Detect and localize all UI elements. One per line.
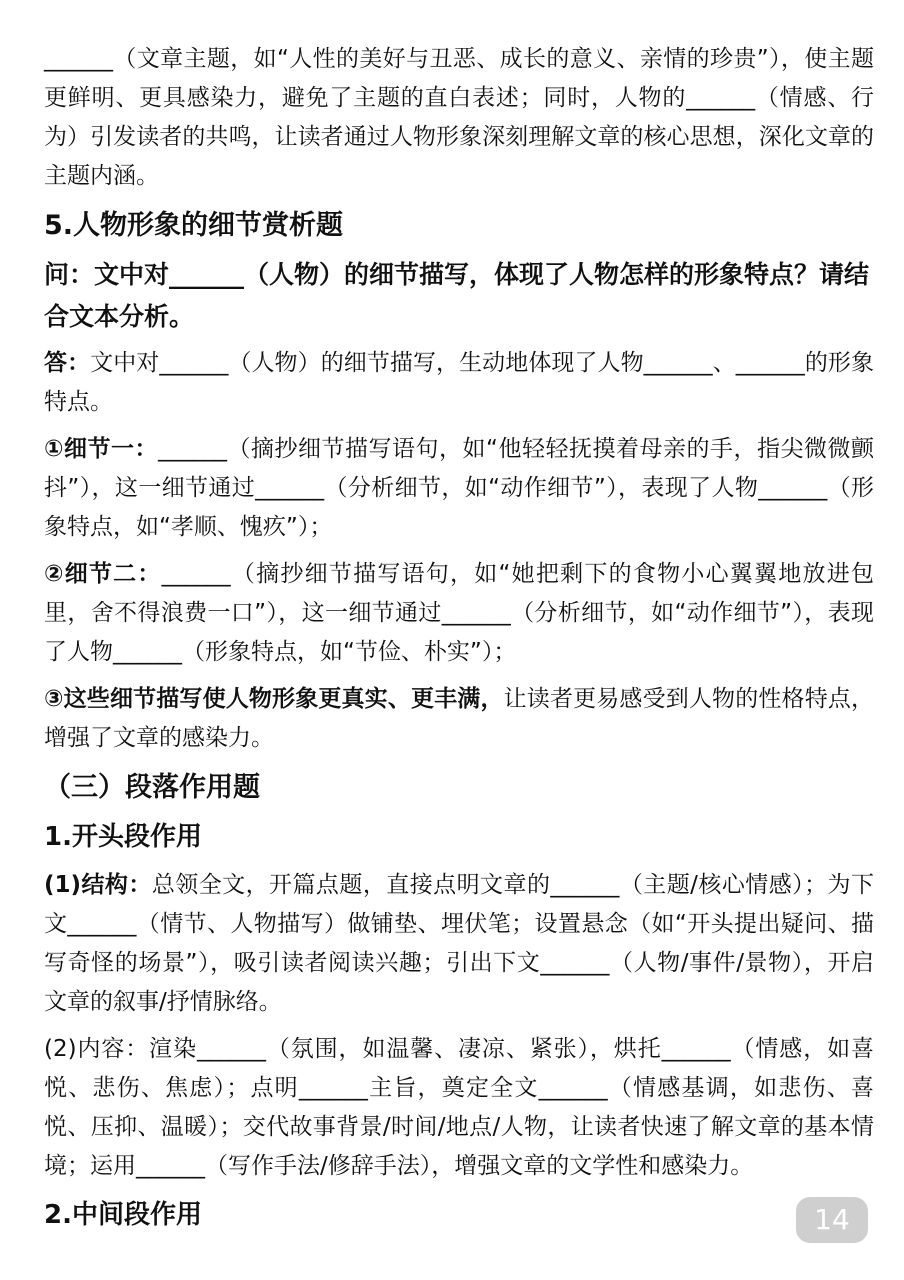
detail-one-paragraph xyxy=(44,430,874,547)
heading-detail-analysis: 5.人物形象的细节赏析题 xyxy=(44,210,344,241)
page-number-badge: 14 xyxy=(796,1197,868,1243)
detail-two-paragraph xyxy=(44,555,874,672)
heading-middle-paragraph: 2.中间段作用 xyxy=(44,1200,202,1230)
structure-text: 总领全文，开篇点题，直接点明文章的______（主题/核心情感）；为下文______（情节、人物描写）做铺垫、埋伏笔；设置悬念（如“开头提出疑问、描写奇怪的场景”），吸引读者阅读兴趣；引出下文______（人物/事件/景物），开启文章的叙事/抒情脉络。 xyxy=(44,872,874,1015)
heading-opening-paragraph: 1.开头段作用 xyxy=(44,822,202,852)
answer-label: 答： xyxy=(44,350,91,376)
detail-one-text: ______（摘抄细节描写语句，如“他轻轻抚摸着母亲的手，指尖微微颤抖”），这一细节通过______（分析细节，如“动作细节”），表现了人物______（形象特点，如“孝顺、愧疚”）； xyxy=(44,436,874,540)
answer-text: 文中对______（人物）的细节描写，生动地体现了人物______、______的形象特点。 xyxy=(44,350,875,415)
theme-paragraph: ______（文章主题，如“人性的美好与丑恶、成长的意义、亲情的珍贵”），使主题更鲜明、更具感染力，避免了主题的直白表述；同时，人物的______（情感、行为）引发读者的共鸣，让读者通过人物形象深刻理解文章的核心思想，深化文章的主题内涵。 xyxy=(44,46,874,189)
structure-paragraph xyxy=(44,866,874,1022)
detail-two-text: ______（摘抄细节描写语句，如“她把剩下的食物小心翼翼地放进包里，舍不得浪费一口”），这一细节通过______（分析细节，如“动作细节”），表现了人物______（形象特点，如“节俭、朴实”）； xyxy=(44,561,874,665)
detail-one-label: ①细节一： xyxy=(44,436,158,462)
question-text: 问：文中对______（人物）的细节描写，体现了人物怎样的形象特点？请结合文本分析。 xyxy=(44,260,870,331)
detail-two-label: ②细节二： xyxy=(44,561,162,587)
content-paragraph: (2)内容：渲染______（氛围，如温馨、凄凉、紧张），烘托______（情感，如喜悦、悲伤、焦虑）；点明______主旨，奠定全文______（情感基调，如悲伤、喜悦、压抑、温暖）；交代故事背景/时间/地点/人物，让读者快速了解文章的基本情境；运用______（写作手法/修辞手法），增强文章的文学性和感染力。 xyxy=(44,1036,874,1179)
detail-three-bold: ③这些细节描写使人物形象更真实、更丰满， xyxy=(44,686,504,712)
answer-paragraph xyxy=(44,344,874,422)
detail-three-paragraph xyxy=(44,680,874,758)
structure-label: (1)结构： xyxy=(44,872,152,898)
section-heading-paragraph-function: （三）段落作用题 xyxy=(44,772,260,803)
detail-three-text: 让读者更易感受到人物的性格特点，增强了文章的感染力。 xyxy=(44,686,875,751)
document-page xyxy=(44,40,874,1244)
